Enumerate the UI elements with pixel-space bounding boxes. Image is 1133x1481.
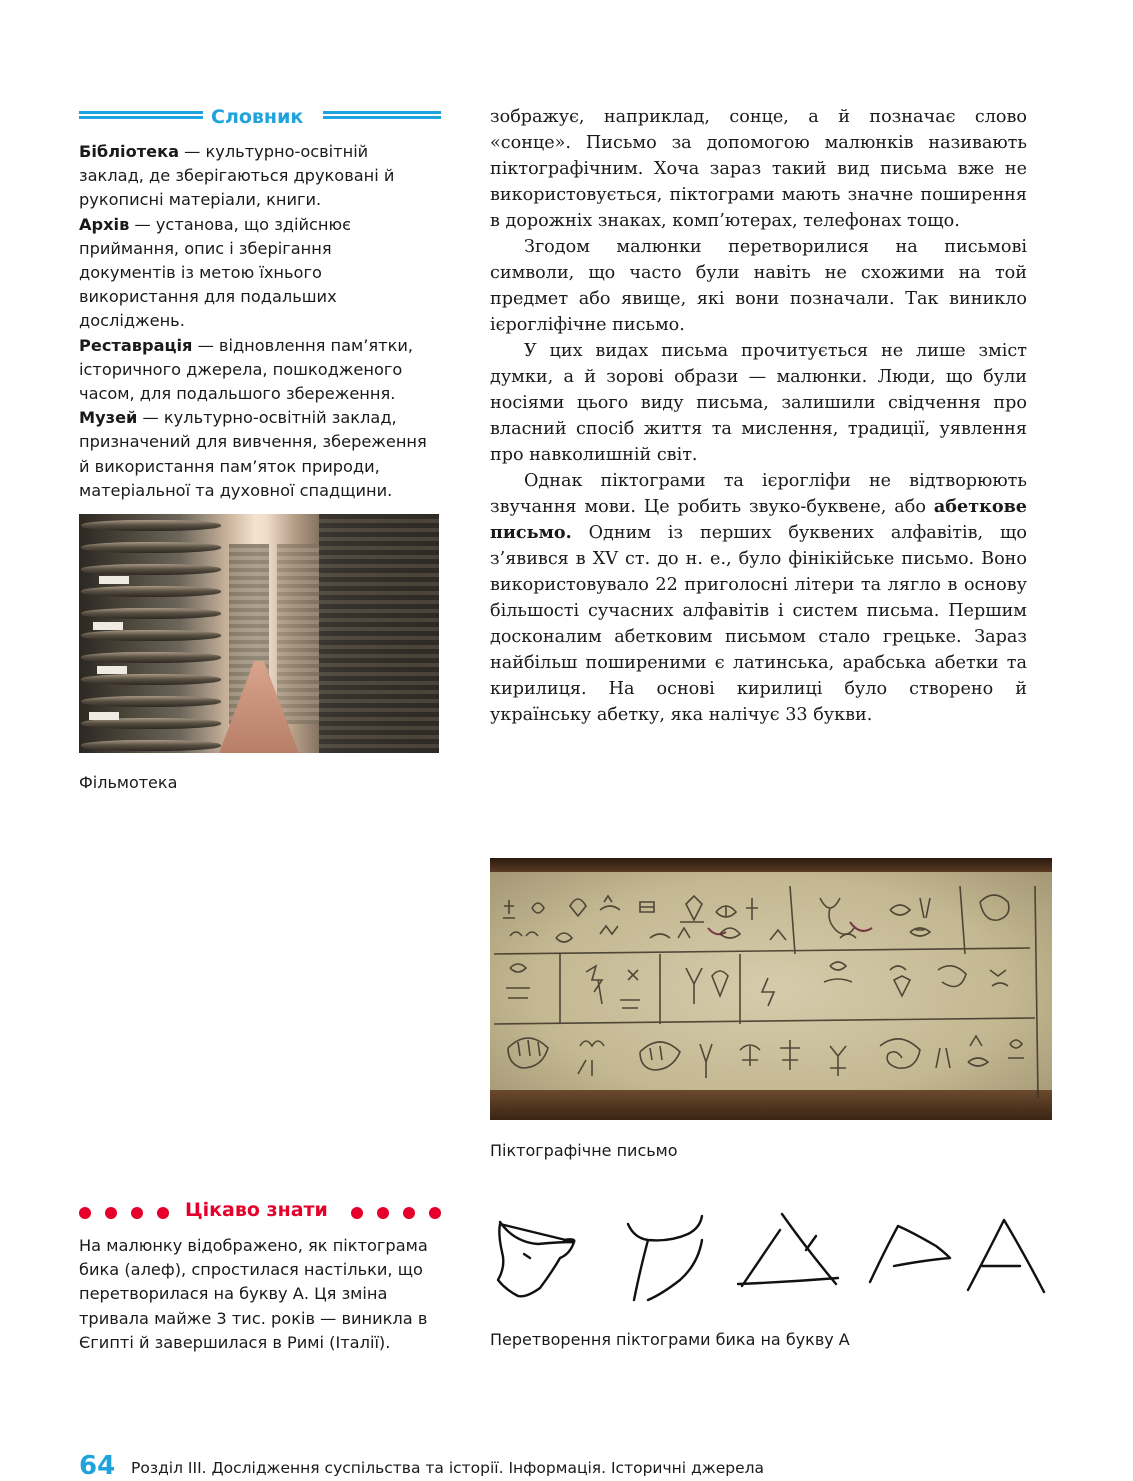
- page-number: 64: [79, 1451, 116, 1481]
- glossary-entry: [79, 140, 431, 213]
- film-can: [81, 740, 221, 751]
- glossary-entry: [79, 334, 431, 407]
- film-can: [81, 564, 221, 575]
- film-can: [81, 520, 221, 531]
- glossary-term: Реставрація: [79, 335, 193, 355]
- paragraph-bold-term: абеткове письмо.: [490, 496, 1027, 543]
- paragraph: [490, 468, 1027, 728]
- shelf-far-right: [277, 544, 319, 724]
- glossary-header-bars-right: [323, 111, 441, 123]
- fun-fact-title: Цікаво знати: [185, 1199, 328, 1221]
- film-can: [81, 652, 221, 663]
- paragraph-text: Одним із перших буквених алфавітів, що з’явився в XV ст. до н. е., було фінікійське письмо. Воно використовувало 22 приголосні літери та лягло в основу більшості сучасних алфавітів і систем письма. Першим досконалим абетковим письмом стало грецьке. Зараз найбільш поширеними є латинська, арабська абетки та кирилиця. На основі кирилиці було створено й українську абетку, яка налічує 33 букви.: [490, 523, 1027, 725]
- main-text: [490, 104, 1027, 728]
- glossary-header-bars-left: [79, 111, 203, 123]
- letter-a: [968, 1220, 1044, 1292]
- footer-section-title: Розділ ІІІ. Дослідження суспільства та історії. Інформація. Історичні джерела: [131, 1459, 765, 1477]
- glossary-term: Архів: [79, 214, 130, 234]
- film-caption: Фільмотека: [79, 773, 178, 792]
- pictographic-writing-photo: [490, 858, 1052, 1120]
- fun-fact-dots-right: [351, 1204, 455, 1223]
- film-can-label: [89, 712, 119, 720]
- fun-fact-text: На малюнку відображено, як піктограма бика (алеф), спростилася настільки, що перетворилася на букву А. Ця зміна тривала майже 3 тис. років — виникла в Єгипті й завершилася в Римі (Італії).: [79, 1236, 428, 1352]
- glossary-term: Музей: [79, 408, 138, 428]
- bull-pictogram-3: [738, 1214, 838, 1286]
- glossary-entry: [79, 406, 431, 503]
- glossary-body: [79, 140, 431, 503]
- fun-fact-header: [79, 1196, 441, 1224]
- glossary-header: [79, 104, 441, 130]
- film-can: [81, 630, 221, 641]
- film-can: [81, 608, 221, 619]
- glossary-definition: — культурно-освітній заклад, де зберігаються друковані й рукописні матеріали, книги.: [79, 142, 395, 210]
- bull-caption: Перетворення піктограми бика на букву А: [490, 1330, 850, 1349]
- film-can: [81, 586, 221, 597]
- paragraph: зображує, наприклад, сонце, а й позначає слово «сонце». Письмо за допомогою малюнків називають піктографічним. Хоча зараз такий вид письма вже не використовується, піктограми мають значне поширення в дорожніх знаках, комп’ютерах, телефонах тощо.: [490, 107, 1027, 231]
- glossary-definition: — культурно-освітній заклад, призначений для вивчення, збереження й використання пам’яток природи, матеріальної та духовної спадщини.: [79, 408, 427, 500]
- film-can-label: [99, 576, 129, 584]
- paragraph: Згодом малюнки перетворилися на письмові символи, що часто були навіть не схожими на той предмет або явище, які вони позначали. Так виникло ієрогліфічне письмо.: [490, 237, 1027, 335]
- bull-to-letter-a-illustration: [490, 1210, 1060, 1310]
- film-can: [81, 696, 221, 707]
- bull-pictogram-1: [498, 1222, 574, 1296]
- bull-pictogram-2: [628, 1216, 702, 1300]
- film-archive-photo: [79, 514, 439, 753]
- glossary-entry: [79, 213, 431, 334]
- film-can: [81, 542, 221, 553]
- bull-pictogram-4: [870, 1226, 950, 1282]
- paragraph-text: Однак піктограми та ієрогліфи не відтворюють звучання мови. Це робить звуко-буквене, або: [490, 471, 1027, 517]
- film-can-label: [97, 666, 127, 674]
- glossary-title: Словник: [211, 106, 304, 128]
- glossary-definition: — відновлення пам’ятки, історичного джерела, пошкодженого часом, для подальшого збереження.: [79, 335, 414, 404]
- glossary-term: Бібліотека: [79, 142, 179, 161]
- paragraph: У цих видах письма прочитується не лише зміст думки, а й зорові образи — малюнки. Люди, що були носіями цього виду письма, залишили свідчення про власний спосіб життя та мислення, традиції, уявлення про навколишній світ.: [490, 341, 1027, 465]
- glossary-definition: — установа, що здійснює приймання, опис і зберігання документів із метою їхнього використання для подальших досліджень.: [79, 214, 352, 331]
- pictograph-drawings: [490, 858, 1052, 1120]
- fun-fact-dots-left: [79, 1204, 183, 1223]
- film-can: [81, 674, 221, 685]
- shelf-right: [319, 514, 439, 753]
- pictographic-caption: Піктографічне письмо: [490, 1141, 678, 1160]
- film-can-label: [93, 622, 123, 630]
